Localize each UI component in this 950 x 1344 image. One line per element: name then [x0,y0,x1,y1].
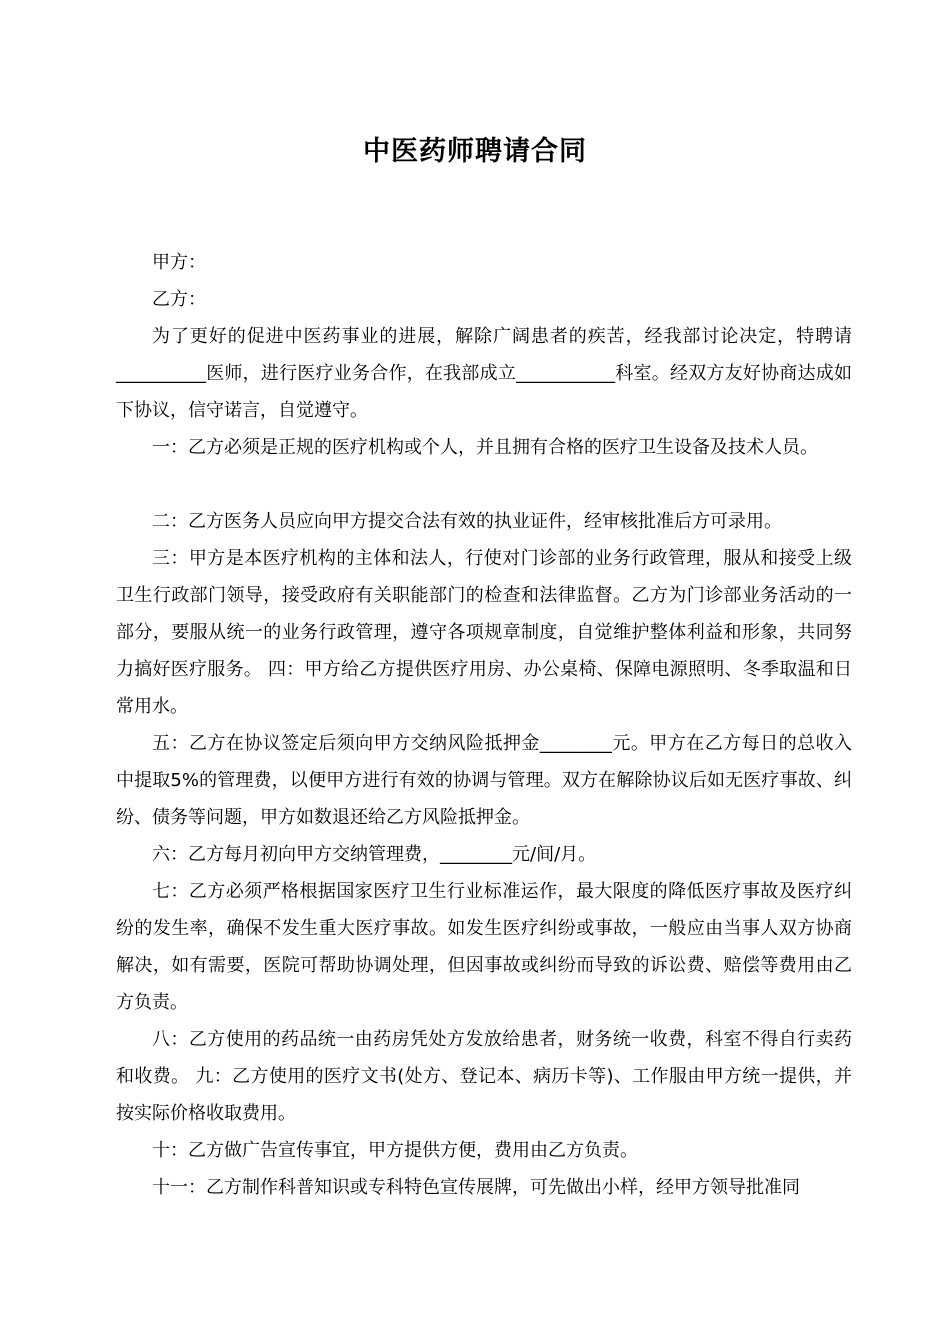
clause-7: 七：乙方必须严格根据国家医疗卫生行业标准运作，最大限度的降低医疗事故及医疗纠纷的发生率，确保不发生重大医疗事故。如发生医疗纠纷或事故，一般应由当事人双方协商解决，如有需要，医院可帮助协调处理，但因事故或纠纷而导致的诉讼费、赔偿等费用由乙方负责。 [116,881,852,1013]
document-title: 中医药师聘请合同 [363,136,587,167]
clause-2: 二：乙方医务人员应向甲方提交合法有效的执业证件，经审核批准后方可录用。 [152,511,782,532]
clause-1: 一：乙方必须是正规的医疗机构或个人，并且拥有合格的医疗卫生设备及技术人员。 [152,437,818,458]
clause-6: 六：乙方每月初向甲方交纳管理费，________元/间/月。 [152,844,597,865]
preamble-paragraph: 为了更好的促进中医药事业的进展，解除广阔患者的疾苦，经我部讨论决定，特聘请__________医师，进行医疗业务合作，在我部成立___________科室。经双方友好协商达成如下协议，信守诺言，自觉遵守。 [116,326,852,421]
clause-8-9: 八：乙方使用的药品统一由药房凭处方发放给患者，财务统一收费，科室不得自行卖药和收费。 九：乙方使用的医疗文书(处方、登记本、病历卡等)、工作服由甲方统一提供，并按实际价格收取费用。 [116,1029,852,1124]
document-body [116,244,852,1206]
clause-5: 五：乙方在协议签定后须向甲方交纳风险抵押金________元。甲方在乙方每日的总收入中提取5%的管理费，以便甲方进行有效的协调与管理。双方在解除协议后如无医疗事故、纠纷、债务等问题，甲方如数退还给乙方风险抵押金。 [116,733,852,828]
clause-3-4: 三：甲方是本医疗机构的主体和法人，行使对门诊部的业务行政管理，服从和接受上级卫生行政部门领导，接受政府有关职能部门的检查和法律监督。乙方为门诊部业务活动的一部分，要服从统一的业务行政管理，遵守各项规章制度，自觉维护整体利益和形象，共同努力搞好医疗服务。 四：甲方给乙方提供医疗用房、办公桌椅、保障电源照明、冬季取温和日常用水。 [116,548,852,717]
party-b-line: 乙方： [152,289,206,310]
clause-11: 十一：乙方制作科普知识或专科特色宣传展牌，可先做出小样，经甲方领导批准同 [152,1177,800,1198]
party-a-line: 甲方： [152,252,206,273]
clause-10: 十：乙方做广告宣传事宜，甲方提供方便，费用由乙方负责。 [152,1140,638,1161]
